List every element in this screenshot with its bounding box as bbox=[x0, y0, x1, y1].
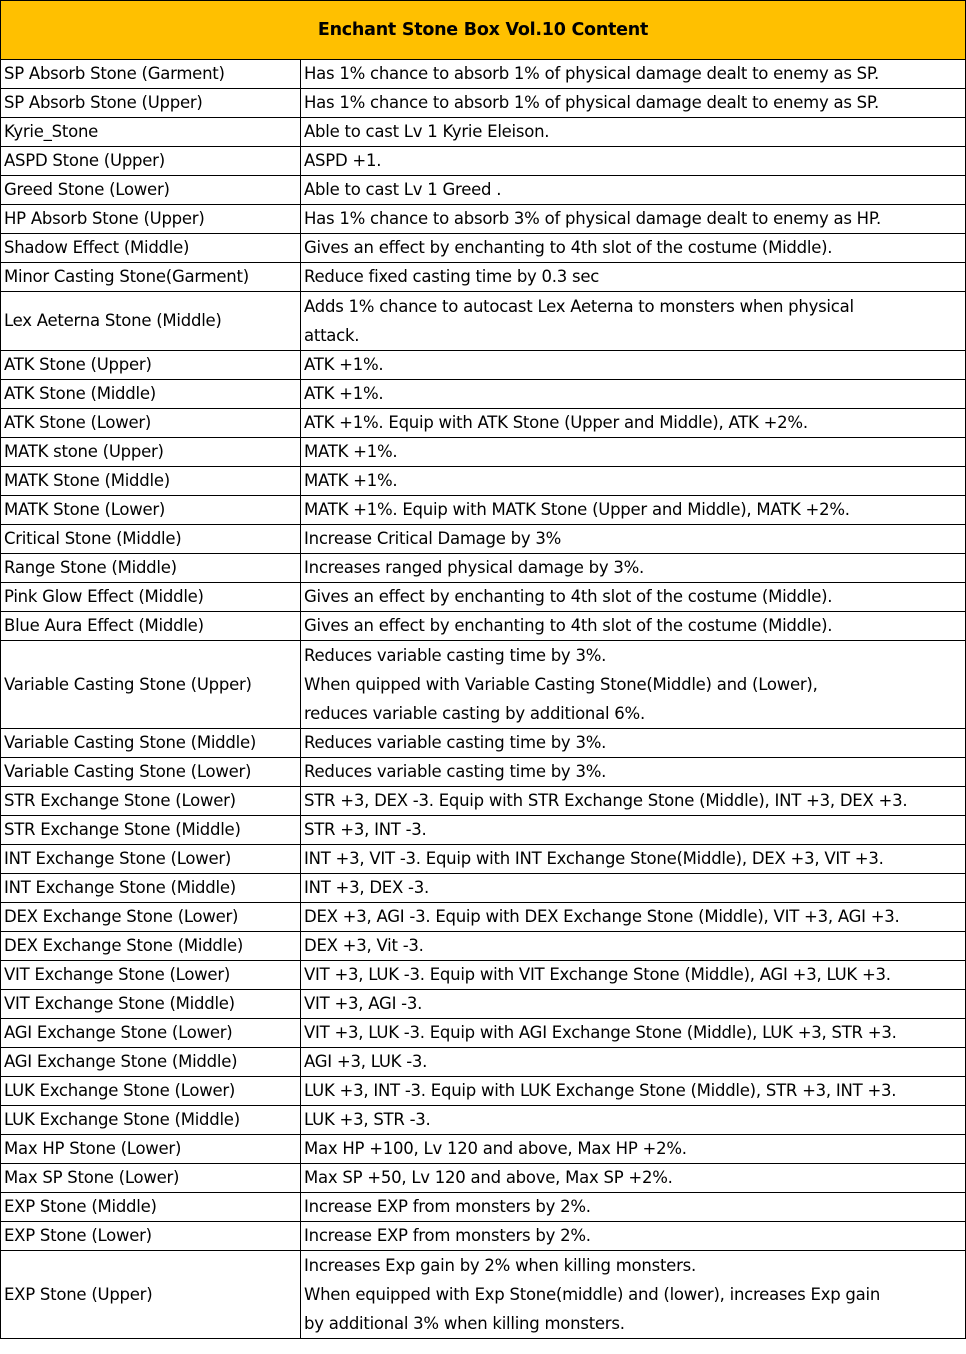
stone-effect-cell bbox=[301, 758, 966, 787]
table-row bbox=[1, 351, 966, 380]
stone-effect-cell bbox=[301, 554, 966, 583]
effect-line: Has 1% chance to absorb 3% of physical damage dealt to enemy as HP. bbox=[304, 209, 881, 228]
effect-line: Has 1% chance to absorb 1% of physical damage dealt to enemy as SP. bbox=[304, 64, 880, 83]
stone-effect-cell bbox=[301, 496, 966, 525]
effect-line: Increase EXP from monsters by 2%. bbox=[304, 1197, 591, 1216]
effect-line: AGI +3, LUK -3. bbox=[304, 1052, 428, 1071]
table-row bbox=[1, 409, 966, 438]
stone-effect-cell bbox=[301, 263, 966, 292]
stone-name-cell: VIT Exchange Stone (Middle) bbox=[1, 990, 301, 1019]
table-row bbox=[1, 1251, 966, 1339]
stone-effect-cell bbox=[301, 961, 966, 990]
stone-name-cell: Range Stone (Middle) bbox=[1, 554, 301, 583]
stone-effect-cell bbox=[301, 641, 966, 729]
table-row bbox=[1, 874, 966, 903]
effect-line: reduces variable casting by additional 6%. bbox=[304, 704, 645, 723]
stone-name-cell: LUK Exchange Stone (Middle) bbox=[1, 1106, 301, 1135]
effect-line: VIT +3, LUK -3. Equip with VIT Exchange Stone (Middle), AGI +3, LUK +3. bbox=[304, 965, 891, 984]
stone-name-cell: HP Absorb Stone (Upper) bbox=[1, 205, 301, 234]
table-row bbox=[1, 932, 966, 961]
stone-name-cell: STR Exchange Stone (Lower) bbox=[1, 787, 301, 816]
effect-line: LUK +3, STR -3. bbox=[304, 1110, 431, 1129]
stone-effect-cell bbox=[301, 990, 966, 1019]
stone-effect-cell bbox=[301, 932, 966, 961]
effect-line: When quipped with Variable Casting Stone(Middle) and (Lower), bbox=[304, 675, 818, 694]
stone-name-cell: MATK Stone (Middle) bbox=[1, 467, 301, 496]
stone-effect-cell bbox=[301, 525, 966, 554]
stone-name-cell: DEX Exchange Stone (Lower) bbox=[1, 903, 301, 932]
stone-name-cell: INT Exchange Stone (Middle) bbox=[1, 874, 301, 903]
effect-line: Increases Exp gain by 2% when killing monsters. bbox=[304, 1256, 696, 1275]
effect-line: LUK +3, INT -3. Equip with LUK Exchange Stone (Middle), STR +3, INT +3. bbox=[304, 1081, 897, 1100]
effect-line: INT +3, VIT -3. Equip with INT Exchange Stone(Middle), DEX +3, VIT +3. bbox=[304, 849, 884, 868]
stone-name-cell: DEX Exchange Stone (Middle) bbox=[1, 932, 301, 961]
stone-name-cell: ATK Stone (Middle) bbox=[1, 380, 301, 409]
stone-effect-cell bbox=[301, 1135, 966, 1164]
table-row bbox=[1, 1019, 966, 1048]
table-row bbox=[1, 1164, 966, 1193]
table-row bbox=[1, 234, 966, 263]
table-row bbox=[1, 845, 966, 874]
stone-effect-cell bbox=[301, 787, 966, 816]
table-row bbox=[1, 205, 966, 234]
title-row bbox=[1, 1, 966, 60]
stone-effect-cell bbox=[301, 1222, 966, 1251]
table-row bbox=[1, 903, 966, 932]
effect-line: ATK +1%. bbox=[304, 384, 384, 403]
effect-line: Increase Critical Damage by 3% bbox=[304, 529, 562, 548]
table-row bbox=[1, 816, 966, 845]
table-row bbox=[1, 263, 966, 292]
table-row bbox=[1, 641, 966, 729]
table-row bbox=[1, 1135, 966, 1164]
effect-line: Max HP +100, Lv 120 and above, Max HP +2%. bbox=[304, 1139, 687, 1158]
effect-line: ASPD +1. bbox=[304, 151, 382, 170]
stone-effect-cell bbox=[301, 409, 966, 438]
effect-line: DEX +3, AGI -3. Equip with DEX Exchange Stone (Middle), VIT +3, AGI +3. bbox=[304, 907, 900, 926]
stone-effect-cell bbox=[301, 147, 966, 176]
effect-line: Able to cast Lv 1 Greed . bbox=[304, 180, 502, 199]
stone-name-cell: Pink Glow Effect (Middle) bbox=[1, 583, 301, 612]
effect-line: MATK +1%. bbox=[304, 442, 398, 461]
stone-name-cell: EXP Stone (Upper) bbox=[1, 1251, 301, 1339]
stone-effect-cell bbox=[301, 583, 966, 612]
stone-effect-cell bbox=[301, 903, 966, 932]
table-row bbox=[1, 89, 966, 118]
stone-effect-cell bbox=[301, 612, 966, 641]
effect-line: STR +3, INT -3. bbox=[304, 820, 427, 839]
stone-effect-cell bbox=[301, 292, 966, 351]
effect-line: VIT +3, AGI -3. bbox=[304, 994, 423, 1013]
table-row bbox=[1, 990, 966, 1019]
stone-name-cell: AGI Exchange Stone (Middle) bbox=[1, 1048, 301, 1077]
table-row bbox=[1, 787, 966, 816]
stone-name-cell: Max HP Stone (Lower) bbox=[1, 1135, 301, 1164]
effect-line: Reduce fixed casting time by 0.3 sec bbox=[304, 267, 600, 286]
effect-line: Gives an effect by enchanting to 4th slot of the costume (Middle). bbox=[304, 616, 833, 635]
stone-effect-cell bbox=[301, 1048, 966, 1077]
stone-name-cell: Blue Aura Effect (Middle) bbox=[1, 612, 301, 641]
table-title: Enchant Stone Box Vol.10 Content bbox=[1, 1, 966, 60]
stone-name-cell: STR Exchange Stone (Middle) bbox=[1, 816, 301, 845]
table-row bbox=[1, 60, 966, 89]
stone-effect-cell bbox=[301, 874, 966, 903]
stone-name-cell: ATK Stone (Upper) bbox=[1, 351, 301, 380]
table-row bbox=[1, 525, 966, 554]
stone-effect-cell bbox=[301, 1106, 966, 1135]
table-row bbox=[1, 554, 966, 583]
stone-name-cell: MATK Stone (Lower) bbox=[1, 496, 301, 525]
stone-effect-cell bbox=[301, 1251, 966, 1339]
stone-effect-cell bbox=[301, 438, 966, 467]
stone-name-cell: SP Absorb Stone (Garment) bbox=[1, 60, 301, 89]
stone-effect-cell bbox=[301, 234, 966, 263]
stone-effect-cell bbox=[301, 380, 966, 409]
stone-name-cell: EXP Stone (Middle) bbox=[1, 1193, 301, 1222]
effect-line: Able to cast Lv 1 Kyrie Eleison. bbox=[304, 122, 550, 141]
stone-name-cell: Kyrie_Stone bbox=[1, 118, 301, 147]
stone-effect-cell bbox=[301, 118, 966, 147]
table-row bbox=[1, 438, 966, 467]
stone-name-cell: AGI Exchange Stone (Lower) bbox=[1, 1019, 301, 1048]
stone-effect-cell bbox=[301, 1019, 966, 1048]
table-row bbox=[1, 729, 966, 758]
stone-effect-cell bbox=[301, 816, 966, 845]
table-row bbox=[1, 292, 966, 351]
effect-line: When equipped with Exp Stone(middle) and (lower), increases Exp gain bbox=[304, 1285, 881, 1304]
stone-effect-cell bbox=[301, 176, 966, 205]
effect-line: MATK +1%. Equip with MATK Stone (Upper and Middle), MATK +2%. bbox=[304, 500, 850, 519]
effect-line: ATK +1%. bbox=[304, 355, 384, 374]
table-row bbox=[1, 176, 966, 205]
effect-line: Increases ranged physical damage by 3%. bbox=[304, 558, 645, 577]
stone-name-cell: Variable Casting Stone (Lower) bbox=[1, 758, 301, 787]
table-row bbox=[1, 961, 966, 990]
effect-line: STR +3, DEX -3. Equip with STR Exchange Stone (Middle), INT +3, DEX +3. bbox=[304, 791, 908, 810]
table-body bbox=[1, 60, 966, 1339]
stone-name-cell: SP Absorb Stone (Upper) bbox=[1, 89, 301, 118]
table-row bbox=[1, 1077, 966, 1106]
stone-name-cell: Lex Aeterna Stone (Middle) bbox=[1, 292, 301, 351]
effect-line: Has 1% chance to absorb 1% of physical damage dealt to enemy as SP. bbox=[304, 93, 880, 112]
table-row bbox=[1, 1222, 966, 1251]
effect-line: attack. bbox=[304, 326, 360, 345]
effect-line: Adds 1% chance to autocast Lex Aeterna to monsters when physical bbox=[304, 297, 854, 316]
effect-line: MATK +1%. bbox=[304, 471, 398, 490]
stone-effect-cell bbox=[301, 1077, 966, 1106]
stone-name-cell: Greed Stone (Lower) bbox=[1, 176, 301, 205]
stone-effect-cell bbox=[301, 89, 966, 118]
table-row bbox=[1, 496, 966, 525]
stone-name-cell: EXP Stone (Lower) bbox=[1, 1222, 301, 1251]
effect-line: Reduces variable casting time by 3%. bbox=[304, 646, 607, 665]
effect-line: DEX +3, Vit -3. bbox=[304, 936, 424, 955]
stone-effect-cell bbox=[301, 1164, 966, 1193]
stone-name-cell: MATK stone (Upper) bbox=[1, 438, 301, 467]
effect-line: by additional 3% when killing monsters. bbox=[304, 1314, 625, 1333]
stone-effect-cell bbox=[301, 351, 966, 380]
stone-name-cell: LUK Exchange Stone (Lower) bbox=[1, 1077, 301, 1106]
table-row bbox=[1, 467, 966, 496]
stone-effect-cell bbox=[301, 845, 966, 874]
stone-name-cell: Minor Casting Stone(Garment) bbox=[1, 263, 301, 292]
stone-name-cell: Variable Casting Stone (Upper) bbox=[1, 641, 301, 729]
stone-effect-cell bbox=[301, 60, 966, 89]
table-row bbox=[1, 1193, 966, 1222]
stone-name-cell: VIT Exchange Stone (Lower) bbox=[1, 961, 301, 990]
effect-line: Increase EXP from monsters by 2%. bbox=[304, 1226, 591, 1245]
table-row bbox=[1, 380, 966, 409]
table-row bbox=[1, 1106, 966, 1135]
table-row bbox=[1, 758, 966, 787]
effect-line: Reduces variable casting time by 3%. bbox=[304, 733, 607, 752]
table-row bbox=[1, 147, 966, 176]
table-row bbox=[1, 612, 966, 641]
stone-name-cell: ASPD Stone (Upper) bbox=[1, 147, 301, 176]
effect-line: Reduces variable casting time by 3%. bbox=[304, 762, 607, 781]
effect-line: ATK +1%. Equip with ATK Stone (Upper and Middle), ATK +2%. bbox=[304, 413, 808, 432]
stone-name-cell: Shadow Effect (Middle) bbox=[1, 234, 301, 263]
stone-name-cell: Critical Stone (Middle) bbox=[1, 525, 301, 554]
effect-line: VIT +3, LUK -3. Equip with AGI Exchange Stone (Middle), LUK +3, STR +3. bbox=[304, 1023, 897, 1042]
stone-name-cell: INT Exchange Stone (Lower) bbox=[1, 845, 301, 874]
stone-name-cell: Max SP Stone (Lower) bbox=[1, 1164, 301, 1193]
effect-line: Max SP +50, Lv 120 and above, Max SP +2%. bbox=[304, 1168, 673, 1187]
table-row bbox=[1, 583, 966, 612]
effect-line: INT +3, DEX -3. bbox=[304, 878, 429, 897]
effect-line: Gives an effect by enchanting to 4th slot of the costume (Middle). bbox=[304, 238, 833, 257]
stone-name-cell: Variable Casting Stone (Middle) bbox=[1, 729, 301, 758]
effect-line: Gives an effect by enchanting to 4th slot of the costume (Middle). bbox=[304, 587, 833, 606]
table-row bbox=[1, 118, 966, 147]
stone-effect-cell bbox=[301, 1193, 966, 1222]
stone-effect-cell bbox=[301, 729, 966, 758]
stone-effect-cell bbox=[301, 467, 966, 496]
stone-effect-cell bbox=[301, 205, 966, 234]
table-row bbox=[1, 1048, 966, 1077]
stone-name-cell: ATK Stone (Lower) bbox=[1, 409, 301, 438]
